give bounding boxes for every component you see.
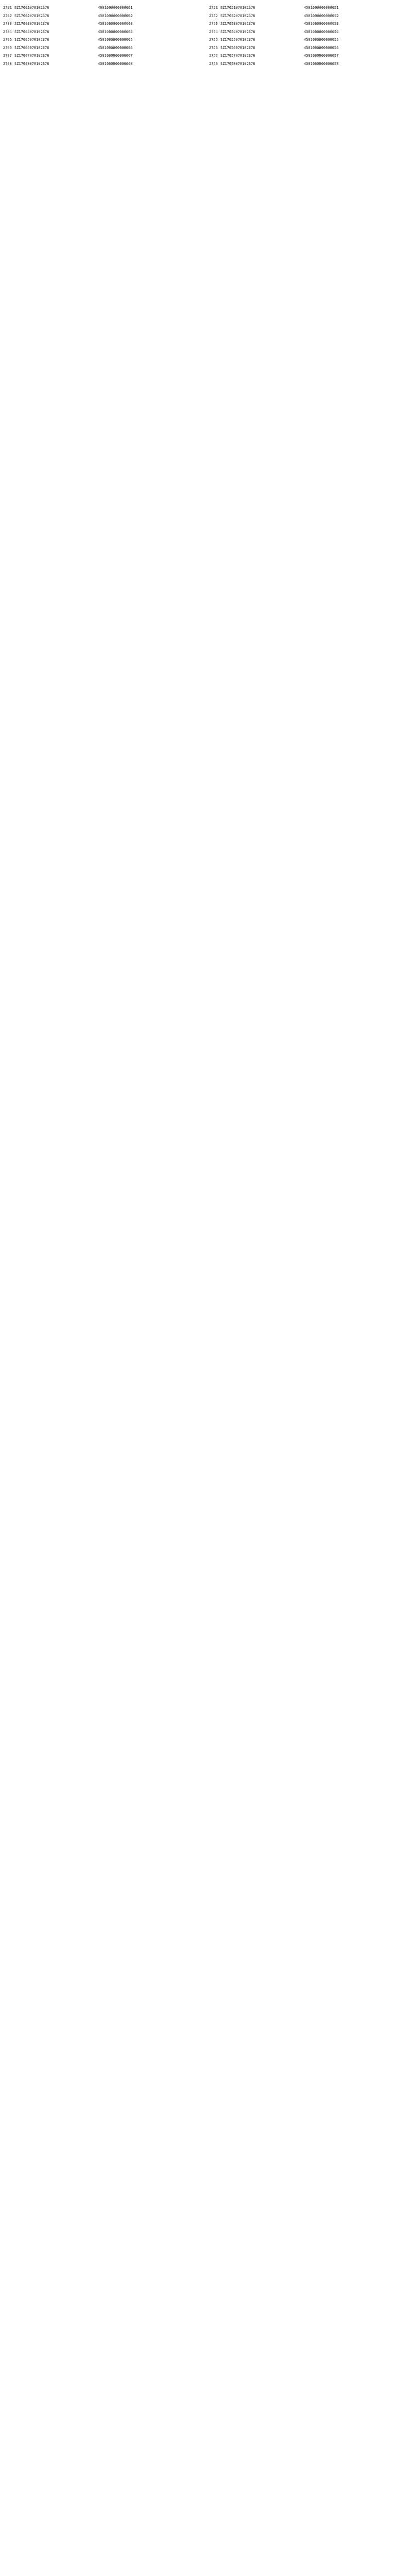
table-row [0, 4, 206, 12]
row-code: SZ17057070102376 [220, 54, 255, 58]
row-value: 4501000000000055 [304, 38, 339, 42]
table-row [0, 44, 206, 53]
row-value: 4501000000000058 [304, 61, 339, 66]
row-number: 2706 [3, 45, 12, 50]
table-row [206, 20, 412, 28]
table-row [0, 28, 206, 37]
right-column [206, 4, 412, 2576]
row-code: SZ17055070102376 [220, 38, 255, 42]
table-row [0, 36, 206, 44]
row-value: 4501000000000002 [98, 13, 133, 18]
row-number: 2754 [209, 29, 218, 34]
table-row [0, 20, 206, 28]
row-number: 2704 [3, 29, 12, 34]
row-code: SZ17002070102376 [14, 13, 49, 18]
row-value: 4501000000000052 [304, 13, 339, 18]
row-number: 2751 [209, 6, 218, 10]
row-value: 4001000000000001 [98, 6, 133, 10]
table-row [0, 52, 206, 60]
left-column [0, 4, 206, 2576]
row-value: 4501000000000008 [98, 61, 133, 66]
row-number: 2756 [209, 45, 218, 50]
table-row [206, 4, 412, 12]
row-value: 4501000000000005 [98, 38, 133, 42]
row-number: 2703 [3, 22, 12, 26]
row-code: SZ17002070102376 [14, 6, 49, 10]
row-value: 4501000000000053 [304, 22, 339, 26]
row-number: 2758 [209, 61, 218, 66]
row-number: 2701 [3, 6, 12, 10]
row-code: SZ17054070102376 [220, 29, 255, 34]
row-code: SZ17006070102376 [14, 45, 49, 50]
row-value: 4501000000000007 [98, 54, 133, 58]
row-code: SZ17003070102376 [14, 22, 49, 26]
row-value: 4501000000000003 [98, 22, 133, 26]
table-row [206, 60, 412, 69]
row-number: 2705 [3, 38, 12, 42]
row-code: SZ17056070102376 [220, 45, 255, 50]
row-code: SZ17007070102376 [14, 54, 49, 58]
row-code: SZ17058070102376 [220, 61, 255, 66]
row-value: 4501000000000057 [304, 54, 339, 58]
row-code: SZ17004070102376 [14, 29, 49, 34]
row-value: 4501000000000004 [98, 29, 133, 34]
row-code: SZ17053070102376 [220, 22, 255, 26]
row-code: SZ17051070102376 [220, 6, 255, 10]
row-number: 2755 [209, 38, 218, 42]
table-row [206, 52, 412, 60]
row-number: 2757 [209, 54, 218, 58]
row-value: 4501000000000006 [98, 45, 133, 50]
table-row [206, 28, 412, 37]
row-code: SZ17008070102376 [14, 61, 49, 66]
row-number: 2707 [3, 54, 12, 58]
row-value: 4501000000000051 [304, 6, 339, 10]
table-row [206, 12, 412, 21]
table-row [206, 36, 412, 44]
row-number: 2702 [3, 13, 12, 18]
row-number: 2753 [209, 22, 218, 26]
row-value: 4501000000000054 [304, 29, 339, 34]
document-sheet [0, 4, 412, 2576]
row-number: 2752 [209, 13, 218, 18]
table-row [206, 44, 412, 53]
row-value: 4501000000000056 [304, 45, 339, 50]
row-code: SZ17052070102376 [220, 13, 255, 18]
row-code: SZ17005070102376 [14, 38, 49, 42]
table-row [0, 12, 206, 21]
row-number: 2708 [3, 61, 12, 66]
table-row [0, 60, 206, 69]
